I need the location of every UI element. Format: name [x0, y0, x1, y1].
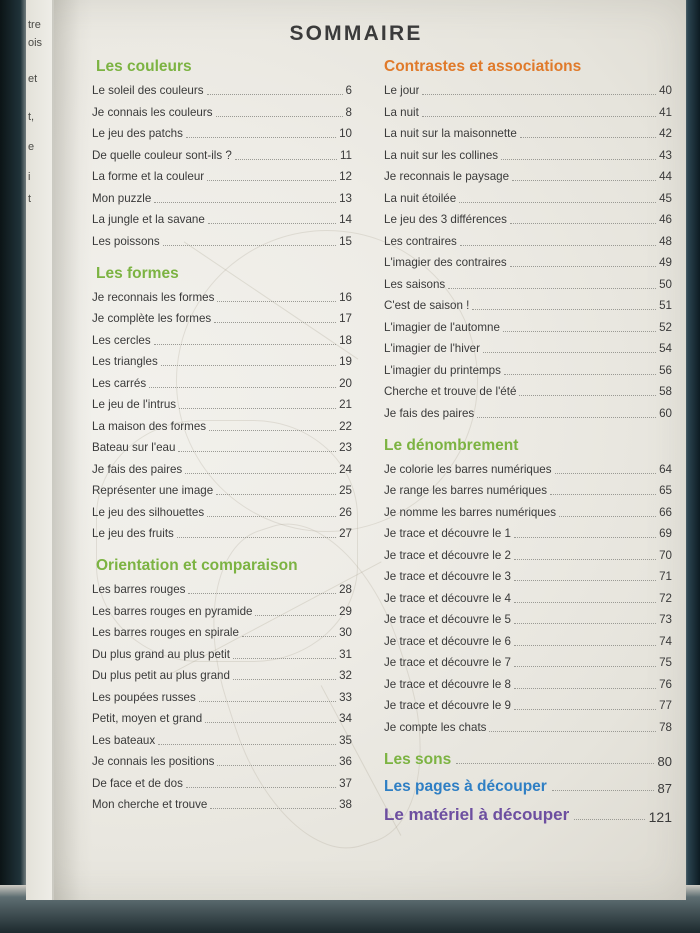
- toc-entry[interactable]: [384, 505, 672, 520]
- toc-entry-page: 17: [339, 312, 352, 325]
- toc-entry-page: 30: [339, 626, 352, 639]
- toc-entry-label: Je fais des paires: [92, 462, 183, 476]
- toc-entry[interactable]: [74, 126, 352, 141]
- toc-entry-label: La nuit sur la maisonnette: [384, 127, 517, 140]
- toc-entry-label: Cherche et trouve de l'été: [384, 385, 517, 398]
- toc-leader-dots: [514, 571, 656, 581]
- toc-entry-label: La nuit sur les collines: [384, 148, 499, 162]
- toc-entry-page: 71: [659, 570, 672, 583]
- toc-entry[interactable]: [74, 797, 352, 812]
- toc-entry[interactable]: [384, 591, 672, 606]
- toc-leader-dots: [555, 464, 657, 474]
- toc-entry[interactable]: [384, 462, 672, 477]
- toc-entry-label: Je reconnais les formes: [92, 290, 215, 304]
- toc-entry-page: 26: [339, 505, 352, 519]
- toc-leader-dots: [216, 485, 336, 495]
- toc-entry-label: Je complète les formes: [92, 312, 212, 325]
- toc-leader-dots: [205, 713, 336, 723]
- toc-leader-dots: [179, 399, 336, 409]
- toc-entry[interactable]: [384, 212, 672, 227]
- toc-leader-dots: [149, 378, 336, 388]
- toc-entry-label: Les triangles: [92, 355, 158, 368]
- toc-entry-page: 70: [659, 548, 672, 562]
- toc-section-heading: Contrastes et associations: [384, 58, 582, 75]
- toc-entry-label: Les carrés: [92, 376, 147, 390]
- toc-entry[interactable]: [74, 333, 352, 348]
- toc-entry-label: Les saisons: [384, 277, 446, 291]
- toc-entry-page: 23: [339, 441, 352, 454]
- toc-entry[interactable]: [384, 277, 672, 292]
- toc-leader-dots: [501, 150, 656, 160]
- toc-entry-page: 64: [659, 462, 672, 476]
- toc-entry-label: Mon puzzle: [92, 191, 152, 205]
- toc-entry-page: 72: [659, 591, 672, 605]
- toc-entry-page: 76: [659, 677, 672, 691]
- toc-leader-dots: [158, 735, 336, 745]
- toc-entry-label: Je trace et découvre le 8: [384, 677, 511, 691]
- toc-entry-label: Je compte les chats: [384, 720, 487, 734]
- toc-section: [384, 58, 672, 421]
- toc-leader-dots: [163, 236, 336, 246]
- toc-entry-label: Je nomme les barres numériques: [384, 505, 557, 519]
- toc-leader-dots: [559, 507, 656, 517]
- toc-entry-page: 73: [659, 613, 672, 626]
- toc-entry[interactable]: [74, 440, 352, 455]
- toc-entry[interactable]: [384, 148, 672, 163]
- toc-entry[interactable]: [384, 191, 672, 206]
- toc-leader-dots: [503, 322, 656, 332]
- toc-entry-label: C'est de saison !: [384, 299, 470, 312]
- toc-entry[interactable]: [384, 720, 672, 735]
- toc-entry-label: Les barres rouges: [92, 583, 186, 596]
- facing-page-sliver: [26, 0, 54, 900]
- toc-entry[interactable]: [74, 483, 352, 498]
- toc-entry-page: 75: [659, 656, 672, 669]
- toc-entry-page: 11: [339, 148, 352, 162]
- toc-leader-dots: [514, 700, 656, 710]
- toc-leader-dots: [217, 756, 336, 766]
- toc-entry-page: 49: [659, 256, 672, 269]
- facing-page-text: tre: [28, 19, 41, 31]
- toc-leader-dots: [519, 386, 656, 396]
- toc-leader-dots: [207, 85, 343, 95]
- toc-entry[interactable]: [384, 234, 672, 249]
- toc-entry[interactable]: [384, 634, 672, 649]
- toc-leader-dots: [154, 335, 336, 345]
- toc-entry-page: 27: [339, 527, 352, 540]
- toc-leader-dots: [214, 313, 336, 323]
- toc-leader-dots: [208, 214, 336, 224]
- toc-entry-label: Je range les barres numériques: [384, 484, 548, 497]
- toc-leader-dots: [233, 670, 336, 680]
- toc-entry-label: Le jeu de l'intrus: [92, 398, 177, 411]
- toc-entry[interactable]: [74, 462, 352, 477]
- toc-leader-dots: [514, 593, 656, 603]
- toc-section-heading: Les couleurs: [96, 58, 192, 75]
- toc-entry-page: 74: [659, 634, 672, 648]
- toc-entry-page: 35: [339, 733, 352, 747]
- toc-entry-label: Représenter une image: [92, 484, 214, 497]
- toc-entry[interactable]: [384, 698, 672, 713]
- toc-entry-label: De face et de dos: [92, 776, 183, 790]
- toc-entry-label: La nuit étoilée: [384, 191, 457, 205]
- toc-entry-label: Petit, moyen et grand: [92, 712, 203, 725]
- toc-final-sections: [384, 751, 672, 825]
- toc-entry[interactable]: [74, 376, 352, 391]
- toc-entry[interactable]: [74, 582, 352, 597]
- toc-entry-page: 65: [659, 484, 672, 497]
- toc-entry-page: 33: [339, 690, 352, 704]
- toc-entry-label: L'imagier des contraires: [384, 256, 507, 269]
- toc-entry-page: 25: [339, 484, 352, 497]
- toc-entry-label: Je trace et découvre le 4: [384, 591, 511, 605]
- facing-page-text: ois: [28, 37, 43, 49]
- toc-entry-label: Je connais les couleurs: [92, 105, 213, 119]
- toc-entry[interactable]: [74, 234, 352, 249]
- toc-entry-page: 77: [659, 699, 672, 712]
- facing-page-text: e: [28, 141, 35, 153]
- toc-leader-dots: [217, 292, 336, 302]
- toc-entry-label: Je connais les positions: [92, 755, 215, 768]
- toc-entry-label: Les barres rouges en spirale: [92, 626, 239, 639]
- toc-entry-page: 6: [345, 84, 352, 97]
- toc-final-entry[interactable]: [384, 751, 672, 769]
- toc-leader-dots: [510, 214, 656, 224]
- toc-entry-page: 20: [339, 376, 352, 390]
- toc-entry-label: Je fais des paires: [384, 406, 475, 420]
- toc-entry[interactable]: [384, 384, 672, 399]
- toc-entry-label: Le jour: [384, 84, 420, 97]
- toc-leader-dots: [514, 679, 656, 689]
- toc-leader-dots: [514, 614, 656, 624]
- toc-entry[interactable]: [74, 604, 352, 619]
- toc-entry[interactable]: [384, 569, 672, 584]
- facing-page-text: t,: [28, 111, 35, 123]
- toc-entry[interactable]: [74, 625, 352, 640]
- toc-entry[interactable]: [384, 655, 672, 670]
- toc-entry-page: 18: [339, 333, 352, 347]
- toc-entry[interactable]: [74, 83, 352, 98]
- toc-entry[interactable]: [384, 612, 672, 627]
- toc-entry-page: 15: [339, 234, 352, 248]
- toc-entry-page: 42: [659, 127, 672, 140]
- toc-entry-label: Le jeu des fruits: [92, 527, 174, 540]
- toc-entry[interactable]: [74, 776, 352, 791]
- toc-entry-page: 51: [659, 299, 672, 312]
- toc-leader-dots: [510, 257, 656, 267]
- toc-section-heading: Les formes: [96, 264, 179, 282]
- toc-entry-page: 50: [659, 277, 672, 291]
- toc-entry[interactable]: [74, 690, 352, 705]
- toc-final-label: Le matériel à découper: [384, 804, 570, 824]
- toc-entry-page: 52: [659, 320, 672, 334]
- toc-leader-dots: [483, 343, 656, 353]
- toc-entry[interactable]: [384, 526, 672, 541]
- toc-entry-label: Je trace et découvre le 2: [384, 548, 511, 562]
- toc-leader-dots: [207, 507, 336, 517]
- toc-column-left: [74, 58, 352, 828]
- toc-column-right: [384, 58, 672, 834]
- toc-entry[interactable]: [384, 169, 672, 184]
- book-page: [26, 0, 686, 900]
- toc-leader-dots: [504, 365, 656, 375]
- toc-leader-dots: [154, 193, 336, 203]
- toc-entry[interactable]: [74, 290, 352, 305]
- toc-final-entry[interactable]: [384, 805, 672, 825]
- toc-entry-label: Du plus grand au plus petit: [92, 647, 230, 661]
- toc-leader-dots: [514, 528, 656, 538]
- toc-leader-dots: [448, 279, 656, 289]
- toc-entry[interactable]: [74, 191, 352, 206]
- toc-entry[interactable]: [74, 754, 352, 769]
- toc-entry[interactable]: [384, 483, 672, 498]
- toc-entry-page: 66: [659, 505, 672, 519]
- toc-entry-label: Le soleil des couleurs: [92, 84, 204, 97]
- toc-entry-page: 54: [659, 342, 672, 355]
- toc-entry-page: 24: [339, 462, 352, 476]
- toc-entry-label: Je reconnais le paysage: [384, 170, 510, 183]
- toc-entry-label: Le jeu des silhouettes: [92, 505, 205, 519]
- toc-final-page: 80: [657, 753, 672, 769]
- toc-entry-page: 31: [339, 647, 352, 661]
- toc-entry-page: 60: [659, 406, 672, 420]
- toc-entry[interactable]: [384, 298, 672, 313]
- toc-entry[interactable]: [384, 548, 672, 563]
- toc-leader-dots: [186, 128, 336, 138]
- toc-entry-label: Je colorie les barres numériques: [384, 462, 552, 476]
- toc-entry-page: 56: [659, 363, 672, 377]
- toc-leader-dots: [199, 692, 336, 702]
- toc-entry-label: Les poupées russes: [92, 690, 196, 704]
- toc-entry[interactable]: [384, 341, 672, 356]
- toc-entry[interactable]: [74, 354, 352, 369]
- toc-entry-page: 34: [339, 712, 352, 725]
- toc-entry[interactable]: [384, 255, 672, 270]
- toc-entry-page: 14: [339, 213, 352, 226]
- toc-entry[interactable]: [384, 83, 672, 98]
- toc-entry-page: 37: [339, 776, 352, 790]
- toc-entry-label: La forme et la couleur: [92, 170, 205, 183]
- toc-entry-label: Le jeu des patchs: [92, 127, 183, 140]
- toc-entry-page: 36: [339, 755, 352, 768]
- toc-entry-label: Les cercles: [92, 333, 151, 347]
- toc-entry-label: La nuit: [384, 105, 419, 119]
- toc-entry[interactable]: [384, 677, 672, 692]
- toc-leader-dots: [178, 442, 336, 452]
- toc-entry[interactable]: [74, 148, 352, 163]
- toc-entry-label: Je trace et découvre le 3: [384, 570, 511, 583]
- toc-entry-page: 69: [659, 527, 672, 540]
- toc-leader-dots: [235, 150, 337, 160]
- toc-leader-dots: [514, 636, 656, 646]
- toc-leader-dots: [177, 528, 336, 538]
- facing-page-text: et: [28, 73, 38, 85]
- toc-leader-dots: [514, 657, 656, 667]
- toc-leader-dots: [210, 799, 336, 809]
- toc-section: [384, 437, 672, 735]
- toc-entry-page: 44: [659, 170, 672, 183]
- toc-entry-label: La maison des formes: [92, 419, 207, 433]
- toc-leader-dots: [489, 722, 656, 732]
- toc-entry[interactable]: [74, 526, 352, 541]
- toc-entry-page: 10: [339, 127, 352, 140]
- toc-entry-label: Je trace et découvre le 7: [384, 656, 511, 669]
- toc-final-label: Les pages à découper: [384, 777, 547, 795]
- toc-entry-page: 29: [339, 604, 352, 618]
- toc-entry-label: Les bateaux: [92, 733, 156, 747]
- page-title: SOMMAIRE: [289, 22, 423, 45]
- toc-section: [74, 265, 352, 542]
- toc-section: [74, 58, 352, 249]
- toc-section-heading: Orientation et comparaison: [96, 557, 298, 574]
- toc-entry-page: 8: [345, 105, 352, 119]
- toc-entry-page: 41: [659, 105, 672, 119]
- toc-entry-label: Les contraires: [384, 234, 457, 248]
- toc-leader-dots: [233, 649, 336, 659]
- toc-leader-dots: [216, 107, 343, 117]
- toc-entry-page: 78: [659, 720, 672, 734]
- toc-leader-dots: [456, 753, 653, 764]
- toc-entry-page: 19: [339, 355, 352, 368]
- toc-entry[interactable]: [74, 397, 352, 412]
- toc-leader-dots: [185, 464, 336, 474]
- toc-entry-label: Du plus petit au plus grand: [92, 669, 230, 682]
- toc-leader-dots: [422, 107, 656, 117]
- toc-leader-dots: [512, 171, 656, 181]
- toc-entry[interactable]: [384, 406, 672, 421]
- toc-entry-page: 48: [659, 234, 672, 248]
- toc-entry-label: Les barres rouges en pyramide: [92, 604, 253, 618]
- toc-entry-label: La jungle et la savane: [92, 213, 205, 226]
- toc-entry[interactable]: [74, 733, 352, 748]
- toc-entry-page: 40: [659, 84, 672, 97]
- toc-entry-label: L'imagier de l'hiver: [384, 342, 480, 355]
- toc-entry-page: 43: [659, 148, 672, 162]
- toc-leader-dots: [255, 606, 336, 616]
- toc-entry-page: 45: [659, 191, 672, 205]
- toc-entry-label: Je trace et découvre le 1: [384, 527, 511, 540]
- toc-entry-page: 38: [339, 798, 352, 811]
- toc-leader-dots: [520, 128, 656, 138]
- toc-entry-page: 28: [339, 583, 352, 596]
- toc-entry[interactable]: [74, 212, 352, 227]
- toc-entry[interactable]: [384, 105, 672, 120]
- toc-entry-label: Je trace et découvre le 5: [384, 613, 511, 626]
- toc-leader-dots: [477, 408, 656, 418]
- toc-entry-page: 46: [659, 213, 672, 226]
- toc-entry[interactable]: [74, 419, 352, 434]
- toc-entry[interactable]: [74, 647, 352, 662]
- toc-leader-dots: [209, 421, 336, 431]
- toc-leader-dots: [422, 85, 656, 95]
- toc-leader-dots: [459, 193, 656, 203]
- toc-entry-label: Bateau sur l'eau: [92, 441, 176, 454]
- toc-entry-label: Je trace et découvre le 9: [384, 699, 511, 712]
- toc-leader-dots: [550, 485, 656, 495]
- toc-entry[interactable]: [74, 169, 352, 184]
- toc-entry-page: 16: [339, 290, 352, 304]
- toc-final-entry[interactable]: [384, 778, 672, 796]
- toc-section-heading: Le dénombrement: [384, 436, 519, 454]
- toc-entry[interactable]: [384, 126, 672, 141]
- toc-final-label: Les sons: [384, 750, 452, 768]
- toc-entry[interactable]: [74, 668, 352, 683]
- toc-leader-dots: [186, 778, 336, 788]
- toc-entry-label: De quelle couleur sont-ils ?: [92, 148, 232, 162]
- toc-entry-page: 12: [339, 170, 352, 183]
- toc-entry-label: Je trace et découvre le 6: [384, 634, 511, 648]
- toc-final-page: 87: [657, 780, 672, 796]
- toc-entry-page: 22: [339, 419, 352, 433]
- toc-leader-dots: [161, 356, 336, 366]
- toc-entry[interactable]: [384, 320, 672, 335]
- toc-entry-page: 58: [659, 385, 672, 398]
- toc-leader-dots: [460, 236, 656, 246]
- toc-leader-dots: [574, 809, 644, 820]
- toc-leader-dots: [207, 171, 336, 181]
- facing-page-text: t: [28, 193, 32, 205]
- toc-entry[interactable]: [74, 505, 352, 520]
- toc-entry[interactable]: [74, 311, 352, 326]
- toc-entry-label: L'imagier de l'automne: [384, 320, 500, 334]
- toc-leader-dots: [514, 550, 656, 560]
- toc-final-page: 121: [648, 808, 672, 825]
- toc-section: [74, 557, 352, 812]
- toc-entry-page: 21: [339, 398, 352, 411]
- toc-leader-dots: [552, 780, 654, 791]
- toc-entry-label: Mon cherche et trouve: [92, 798, 208, 811]
- facing-page-text: i: [28, 171, 31, 183]
- toc-entry[interactable]: [74, 711, 352, 726]
- toc-entry-page: 13: [339, 191, 352, 205]
- toc-leader-dots: [242, 627, 336, 637]
- toc-entry-page: 32: [339, 669, 352, 682]
- toc-entry[interactable]: [384, 363, 672, 378]
- toc-entry-label: Les poissons: [92, 234, 160, 248]
- toc-leader-dots: [472, 300, 656, 310]
- toc-leader-dots: [188, 584, 336, 594]
- toc-entry-label: Le jeu des 3 différences: [384, 213, 507, 226]
- toc-entry[interactable]: [74, 105, 352, 120]
- toc-entry-label: L'imagier du printemps: [384, 363, 501, 377]
